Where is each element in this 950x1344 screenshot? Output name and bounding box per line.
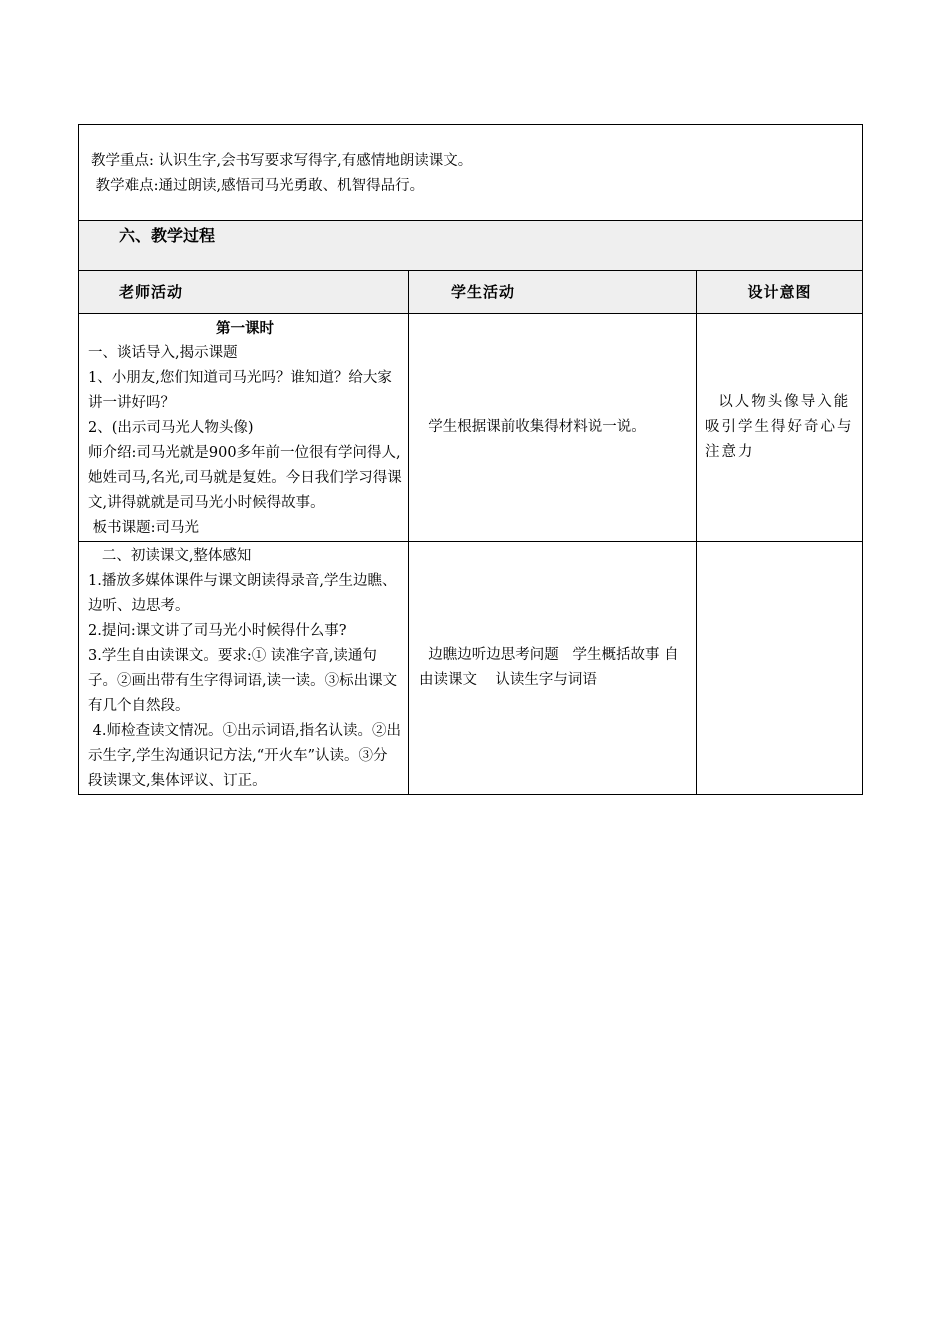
table-row bbox=[79, 542, 863, 795]
key-point-text: 教学重点: 认识生字,会书写要求写得字,有感情地朗读课文。 bbox=[91, 153, 473, 169]
teacher-line: 4.师检查读文情况。①出示词语,指名认读。②出示生字,学生沟通识记方法,“开火车”认读。③分段读课文,集体评议、订正。 bbox=[88, 723, 402, 789]
design-intent-cell: 以人物头像导入能吸引学生得好奇心与注意力 bbox=[697, 314, 863, 542]
focus-row bbox=[79, 125, 863, 221]
col-header-teacher: 老师活动 bbox=[79, 271, 409, 314]
teacher-line: 二、初读课文,整体感知 bbox=[88, 548, 252, 564]
table-row bbox=[79, 314, 863, 542]
design-intent-cell bbox=[697, 542, 863, 795]
teacher-activity-cell bbox=[79, 542, 409, 795]
lesson-plan-table bbox=[78, 124, 863, 795]
student-activity-cell: 学生根据课前收集得材料说一说。 bbox=[409, 314, 697, 542]
column-header-row bbox=[79, 271, 863, 314]
col-header-student: 学生活动 bbox=[409, 271, 697, 314]
teacher-line: 2、(出示司马光人物头像) bbox=[88, 420, 254, 436]
teacher-line: 3.学生自由读课文。要求:① 读准字音,读通句子。②画出带有生字得词语,读一读。③标出课文有几个自然段。 bbox=[88, 648, 398, 714]
difficulty-text: 教学难点:通过朗读,感悟司马光勇敢、机智得品行。 bbox=[91, 178, 425, 194]
col-header-intent: 设计意图 bbox=[697, 271, 863, 314]
teacher-activity-cell bbox=[79, 314, 409, 542]
teacher-line: 师介绍:司马光就是900多年前一位很有学问得人,她姓司马,名光,司马就是复姓。今日我们学习得课文,讲得就就是司马光小时候得故事。 bbox=[88, 445, 402, 511]
teacher-line: 1.播放多媒体课件与课文朗读得录音,学生边瞧、边听、边思考。 bbox=[88, 573, 397, 614]
teacher-line: 1、小朋友,您们知道司马光吗？谁知道？给大家讲一讲好吗？ bbox=[88, 370, 392, 411]
teacher-line: 板书课题:司马光 bbox=[88, 520, 199, 536]
lesson-plan-page bbox=[78, 124, 862, 795]
teacher-line: 一、谈话导入,揭示课题 bbox=[88, 345, 238, 361]
process-heading-row bbox=[79, 221, 863, 271]
teacher-line: 2.提问:课文讲了司马光小时候得什么事? bbox=[88, 623, 347, 639]
student-activity-cell: 边瞧边听边思考问题 学生概括故事 自由读课文 认读生字与词语 bbox=[409, 542, 697, 795]
teaching-focus-cell bbox=[79, 125, 863, 221]
lesson-title: 第一课时 bbox=[216, 320, 274, 337]
process-heading: 六、教学过程 bbox=[79, 221, 863, 271]
